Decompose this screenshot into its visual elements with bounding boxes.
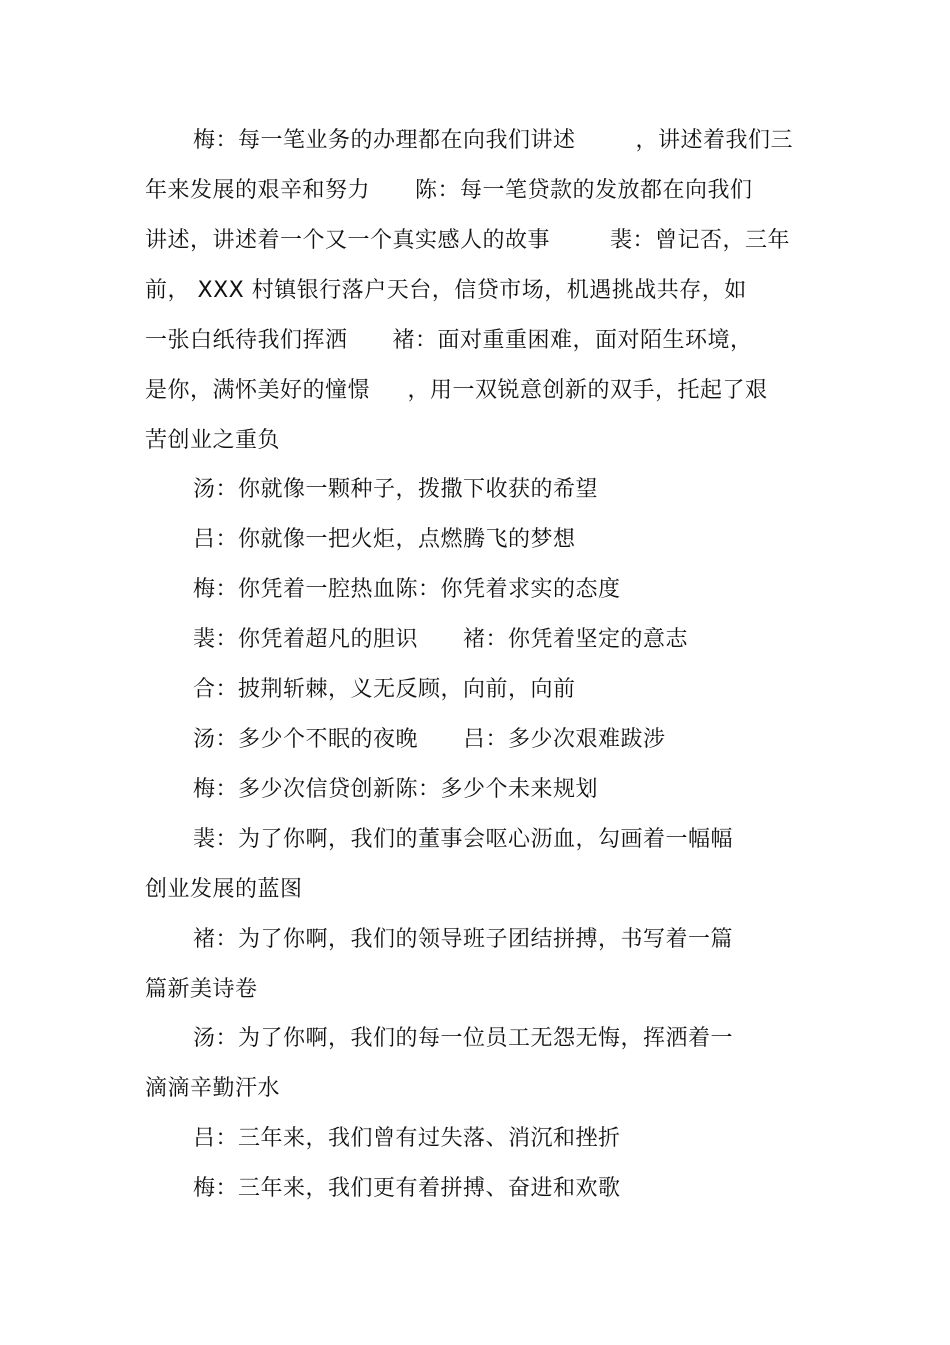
text-line: 吕：三年来，我们曾有过失落、消沉和挫折: [193, 1126, 621, 1151]
text-line: 前， XXX 村镇银行落户天台，信贷市场，机遇挑战共存，如: [145, 278, 747, 303]
text-line: 是你，满怀美好的憧憬 ，用一双锐意创新的双手，托起了艰: [145, 378, 768, 403]
text-line: 滴滴辛勤汗水: [145, 1076, 281, 1101]
text-line: 汤：多少个不眠的夜晚 吕：多少次艰难跋涉: [193, 727, 666, 752]
text-line: 裴：为了你啊，我们的董事会呕心沥血，勾画着一幅幅: [193, 827, 734, 852]
text-line: 裴：你凭着超凡的胆识 褚：你凭着坚定的意志: [193, 627, 688, 652]
text-line: 梅：多少次信贷创新陈：多少个未来规划: [193, 777, 599, 802]
text-line: 汤：你就像一颗种子，拨撒下收获的希望: [193, 477, 599, 502]
text-line: 创业发展的蓝图: [145, 877, 303, 902]
text-line: 年来发展的艰辛和努力 陈：每一笔贷款的发放都在向我们: [145, 178, 753, 203]
text-line: 苦创业之重负: [145, 428, 281, 453]
text-line: 梅：每一笔业务的办理都在向我们讲述 ，讲述着我们三: [193, 128, 793, 153]
text-line: 褚：为了你啊，我们的领导班子团结拼搏，书写着一篇: [193, 927, 734, 952]
text-line: 汤：为了你啊，我们的每一位员工无怨无悔，挥洒着一: [193, 1026, 734, 1051]
text-line: 一张白纸待我们挥洒 褚：面对重重困难，面对陌生环境，: [145, 328, 753, 353]
text-line: 吕：你就像一把火炬，点燃腾飞的梦想: [193, 527, 576, 552]
text-line: 篇新美诗卷: [145, 977, 258, 1002]
text-line: 梅：三年来，我们更有着拼搏、奋进和欢歌: [193, 1176, 621, 1201]
text-line: 梅：你凭着一腔热血陈：你凭着求实的态度: [193, 577, 621, 602]
text-line: 合：披荆斩棘，义无反顾，向前，向前: [193, 677, 576, 702]
text-line: 讲述，讲述着一个又一个真实感人的故事 裴：曾记否，三年: [145, 228, 790, 253]
